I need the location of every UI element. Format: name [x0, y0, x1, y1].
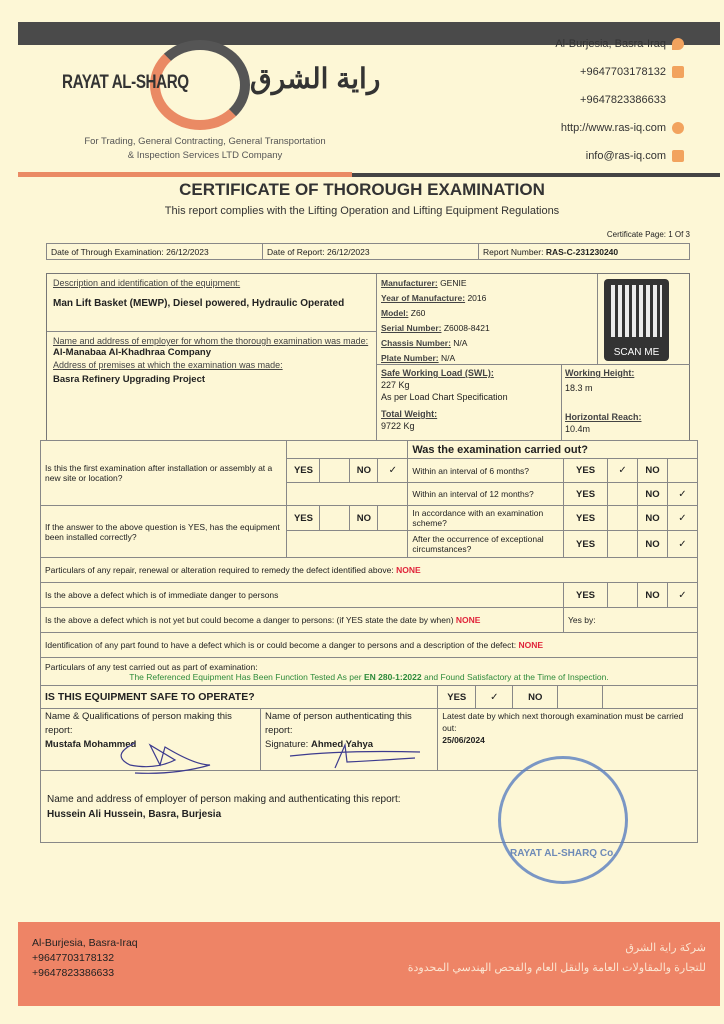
immediate-yes[interactable]: YES: [564, 583, 608, 608]
swl-label: Safe Working Load (SWL):: [381, 368, 494, 378]
footer-arabic-1: شركة راية الشرق: [625, 942, 706, 954]
q2-no[interactable]: NO: [350, 506, 378, 531]
manufacturer-value: GENIE: [440, 278, 467, 288]
immediate-danger-question: Is the above a defect which is of immediate danger to persons: [41, 583, 564, 608]
swl-note: As per Load Chart Specification: [381, 392, 508, 402]
interval-6-months: Within an interval of 6 months?: [408, 459, 564, 483]
defects-table: [40, 557, 698, 657]
year-label: Year of Manufacture:: [381, 293, 466, 303]
desc-value: Man Lift Basket (MEWP), Diesel powered, Hydraulic Operated: [53, 298, 345, 309]
report-date: Date of Report: 26/12/2023: [263, 244, 479, 260]
test-standard: EN 280-1:2022: [363, 671, 422, 682]
exam-scheme: In accordance with an examination scheme?: [408, 506, 564, 531]
page-subtitle: This report complies with the Lifting Operation and Lifting Equipment Regulations: [164, 205, 560, 217]
stamp-text: RAYAT AL-SHARQ Co.: [510, 848, 616, 859]
footer-contact: [32, 936, 138, 981]
maker-signature: [115, 735, 215, 775]
q1-yes[interactable]: YES: [287, 459, 320, 483]
q1-yes-box[interactable]: [320, 459, 350, 483]
immediate-yes-box[interactable]: [608, 583, 638, 608]
exc-no-check[interactable]: ✓: [667, 531, 697, 558]
tagline-1: For Trading, General Contracting, General Transportation: [84, 136, 326, 147]
manufacturer-label: Manufacturer:: [381, 278, 438, 288]
height-value: 18.3 m: [565, 383, 593, 393]
test-text-1: The Referenced Equipment Has Been Function Tested As per: [129, 671, 364, 682]
repair-label: Particulars of any repair, renewal or alteration required to remedy the defect identified above:: [45, 565, 397, 575]
immediate-no[interactable]: NO: [638, 583, 668, 608]
qr-pattern: [611, 285, 662, 337]
blank-cell: [287, 531, 408, 558]
auth-name: Ahmed Yahya: [310, 739, 374, 750]
qr-code[interactable]: [604, 279, 669, 361]
employer2-label: Name and address of employer of person making and authenticating this report:: [47, 793, 401, 805]
identification-label: Identification of any part found to have a defect which is or could become a danger to persons and a description of the defect:: [45, 640, 519, 650]
weight-label: Total Weight:: [381, 409, 438, 419]
chassis-value: N/A: [453, 338, 468, 348]
footer-address: Al-Burjesia, Basra-Iraq: [32, 937, 138, 949]
footer: [18, 922, 720, 1006]
contact-email: [586, 150, 684, 162]
model-label: Model:: [381, 308, 409, 318]
i6-yes-check[interactable]: ✓: [608, 459, 638, 483]
exc-no[interactable]: NO: [637, 531, 667, 558]
premises-value: Basra Refinery Upgrading Project: [53, 374, 206, 385]
maker-label: Name & Qualifications of person making this report:: [45, 711, 232, 736]
exam-date: Date of Through Examination: 26/12/2023: [47, 244, 263, 260]
contact-phone2: [580, 94, 666, 106]
premises-label: Address of premises at which the examination was made:: [53, 360, 283, 370]
employer2-value: Hussein Ali Hussein, Basra, Burjesia: [47, 808, 222, 820]
report-number-value: RAS-C-231230240: [545, 246, 619, 257]
exc-yes-box[interactable]: [608, 531, 638, 558]
scheme-no-check[interactable]: ✓: [667, 506, 697, 531]
mail-icon: [672, 150, 684, 162]
future-value: NONE: [455, 615, 481, 625]
safe-no-box[interactable]: [558, 686, 603, 709]
i12-yes-box[interactable]: [608, 483, 638, 506]
blank-cell: [603, 686, 698, 709]
scan-me-label: SCAN ME: [613, 347, 660, 358]
i12-no-check[interactable]: ✓: [667, 483, 697, 506]
safe-no[interactable]: NO: [513, 686, 558, 709]
auth-label: Name of person authenticating this report:: [265, 711, 412, 736]
reach-label: Horizontal Reach:: [565, 412, 642, 422]
report-number-label: Report Number:: [483, 246, 546, 257]
serial-label: Serial Number:: [381, 323, 442, 333]
divider-dark: [352, 173, 720, 177]
tagline-2: & Inspection Services LTD Company: [127, 150, 283, 161]
safe-yes[interactable]: YES: [438, 686, 476, 709]
test-text-2: and Found Satisfactory at the Time of Inspection.: [421, 671, 609, 682]
future-danger-row: [41, 608, 564, 633]
scheme-yes[interactable]: YES: [564, 506, 608, 531]
maker-name: Mustafa Mohammed: [45, 739, 137, 750]
website-link[interactable]: http://www.ras-iq.com: [560, 122, 666, 134]
qr-divider: [597, 274, 598, 364]
q1-no[interactable]: NO: [350, 459, 378, 483]
q2-yes-box[interactable]: [320, 506, 350, 531]
future-label: Is the above a defect which is not yet but could become a danger to persons: (if YES state the date by when): [45, 615, 456, 625]
repair-row: [41, 558, 698, 583]
height-section: [565, 367, 642, 435]
immediate-no-check[interactable]: ✓: [668, 583, 698, 608]
test-label: Particulars of any test carried out as part of examination:: [45, 661, 258, 672]
contact-website: [561, 122, 684, 134]
next-exam-date: 25/06/2024: [442, 735, 485, 745]
question-installed-correctly: If the answer to the above question is YES, has the equipment been installed correctly?: [41, 506, 287, 558]
safe-yes-check[interactable]: ✓: [476, 686, 513, 709]
specs-divider: [377, 364, 690, 365]
phone-icon: [672, 66, 684, 78]
report-number: [479, 244, 690, 260]
logo-text-en: RAYAT AL-SHARQ: [62, 72, 189, 93]
weight-value: 9722 Kg: [381, 421, 415, 431]
test-row: [41, 658, 698, 686]
phone1-text: +9647703178132: [580, 66, 666, 78]
logo-text-ar: راية الشرق: [250, 63, 381, 94]
employer-value: Al-Manabaa Al-Khadhraa Company: [53, 347, 212, 358]
exceptional-circumstances: After the occurrence of exceptional circumstances?: [408, 531, 564, 558]
equipment-specs: [381, 276, 490, 366]
height-label: Working Height:: [565, 368, 635, 378]
footer-phone2: +9647823386633: [32, 967, 115, 979]
address-text: Al-Burjesia, Basra-Iraq: [555, 38, 666, 50]
interval-12-months: Within an interval of 12 months?: [408, 483, 564, 506]
plate-label: Plate Number:: [381, 353, 439, 363]
carried-out-heading: Was the examination carried out?: [408, 441, 698, 459]
plate-value: N/A: [441, 353, 456, 363]
exc-yes[interactable]: YES: [564, 531, 608, 558]
serial-value: Z6008-8421: [443, 323, 490, 333]
employer-label: Name and address of employer for whom the thorough examination was made:: [53, 336, 369, 346]
auth-signature: [285, 740, 425, 770]
q1-no-check[interactable]: ✓: [378, 459, 408, 483]
repair-value: NONE: [396, 565, 421, 575]
blank-cell: [287, 441, 408, 459]
next-exam-label: Latest date by which next thorough examination must be carried out:: [442, 711, 684, 733]
questions-table: [40, 440, 698, 557]
chassis-label: Chassis Number:: [381, 338, 451, 348]
q2-no-box[interactable]: [378, 506, 408, 531]
model-value: Z60: [410, 308, 426, 318]
contact-address: [555, 38, 684, 50]
safe-question: IS THIS EQUIPMENT SAFE TO OPERATE?: [41, 686, 438, 709]
scheme-yes-box[interactable]: [608, 506, 638, 531]
identification-value: NONE: [518, 640, 544, 650]
signature-label: Signature:: [265, 739, 311, 750]
employer-section: [47, 332, 377, 441]
tagline: [50, 135, 360, 163]
contact-phone1: [580, 66, 684, 78]
question-first-exam: Is this the first examination after installation or assembly at a new site or location?: [41, 441, 287, 506]
footer-phone1: +9647703178132: [32, 952, 115, 964]
equipment-description: [47, 274, 377, 332]
swl-section: [381, 367, 508, 432]
swl-value: 227 Kg: [381, 380, 410, 390]
email-link[interactable]: info@ras-iq.com: [585, 150, 666, 162]
year-value: 2016: [467, 293, 487, 303]
q2-yes[interactable]: YES: [287, 506, 320, 531]
specs-col-divider: [561, 364, 562, 441]
i6-no[interactable]: NO: [637, 459, 667, 483]
desc-label: Description and identification of the equipment:: [53, 278, 241, 288]
i12-no[interactable]: NO: [637, 483, 667, 506]
company-stamp: [498, 756, 628, 884]
scheme-no[interactable]: NO: [637, 506, 667, 531]
location-icon: [672, 38, 684, 50]
certificate-page: Certificate Page: 1 Of 3: [606, 230, 690, 239]
i6-no-box[interactable]: [667, 459, 697, 483]
globe-icon: [672, 122, 684, 134]
dates-row: [46, 243, 690, 260]
identification-row: [41, 633, 698, 658]
phone2-text: +9647823386633: [580, 94, 666, 106]
yes-by-field[interactable]: Yes by:: [564, 608, 698, 633]
blank-cell: [287, 483, 408, 506]
divider-orange: [18, 172, 352, 177]
i12-yes[interactable]: YES: [564, 483, 608, 506]
footer-arabic: [408, 938, 706, 978]
footer-arabic-2: للتجارة والمقاولات العامة والنقل العام والفحص الهندسي المحدودة: [407, 962, 706, 974]
page-title: CERTIFICATE OF THOROUGH EXAMINATION: [179, 180, 545, 199]
i6-yes[interactable]: YES: [564, 459, 608, 483]
equipment-box: [46, 273, 690, 441]
reach-value: 10.4m: [565, 424, 591, 434]
